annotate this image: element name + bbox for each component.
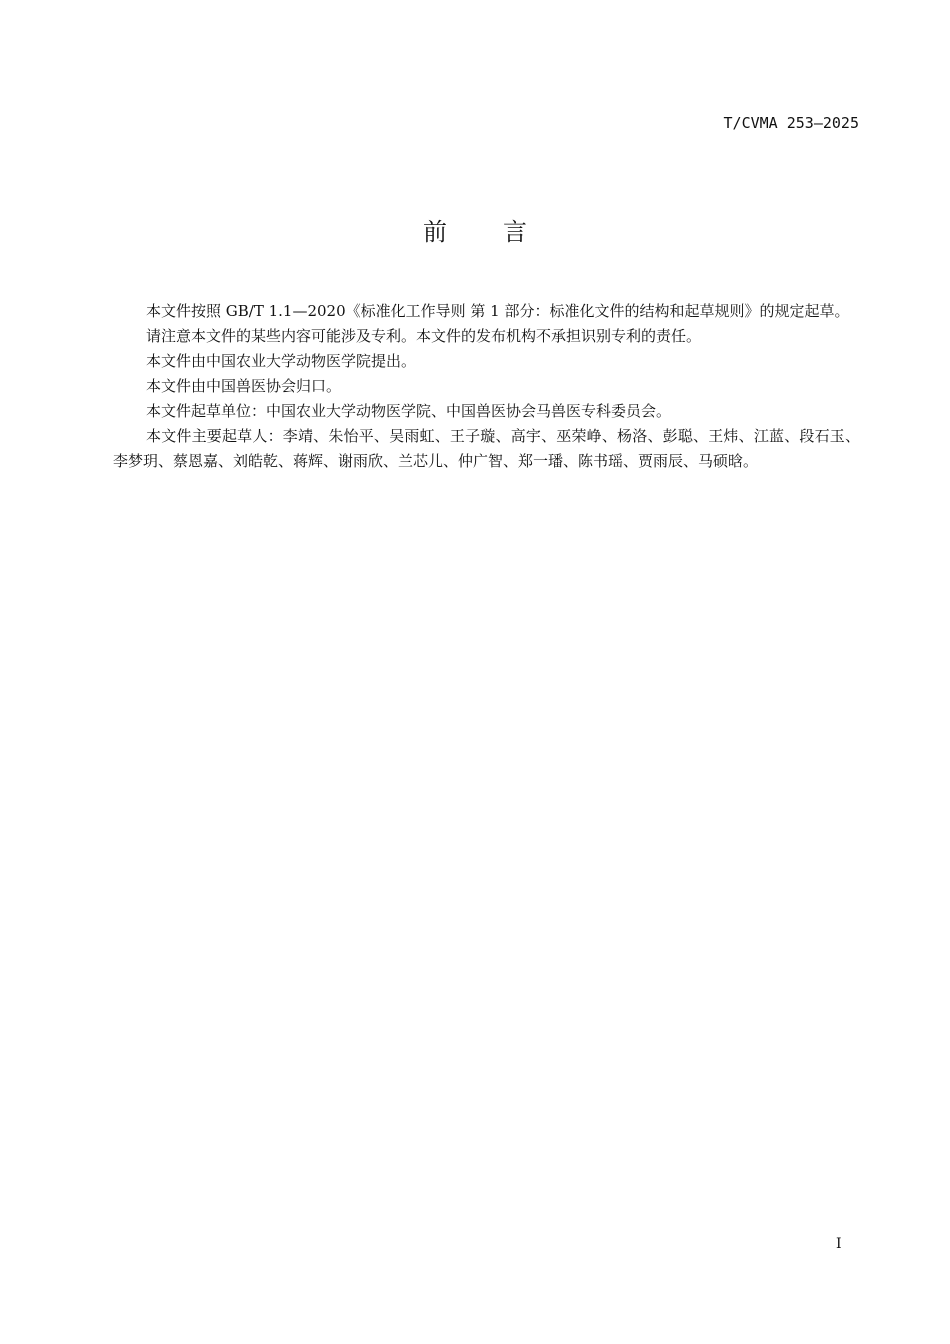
foreword-body	[113, 299, 860, 474]
paragraph-drafting-units: 本文件起草单位：中国农业大学动物医学院、中国兽医协会马兽医专科委员会。	[146, 402, 672, 420]
page-title	[0, 212, 950, 247]
title-char-1: 前	[423, 218, 447, 246]
document-number: T/CVMA 253—2025	[723, 114, 859, 132]
page-number: I	[836, 1236, 842, 1252]
paragraph-drafting-rules: 本文件按照 GB/T 1.1—2020《标准化工作导则 第 1 部分：标准化文件的结构和起草规则》的规定起草。	[146, 302, 850, 320]
title-char-2: 言	[503, 218, 527, 246]
paragraph-centralized-unit: 本文件由中国兽医协会归口。	[146, 377, 342, 395]
paragraph-drafters: 本文件主要起草人：李靖、朱怡平、吴雨虹、王子璇、高宇、巫荣峥、杨洛、彭聪、王炜、江蓝、段石玉、李梦玥、蔡恩嘉、刘皓乾、蒋辉、谢雨欣、兰芯儿、仲广智、郑一璠、陈书瑶、贾雨辰、马硕晗。	[113, 427, 860, 470]
paragraph-patent-notice: 请注意本文件的某些内容可能涉及专利。本文件的发布机构不承担识别专利的责任。	[146, 327, 702, 345]
paragraph-proposer: 本文件由中国农业大学动物医学院提出。	[146, 352, 417, 370]
